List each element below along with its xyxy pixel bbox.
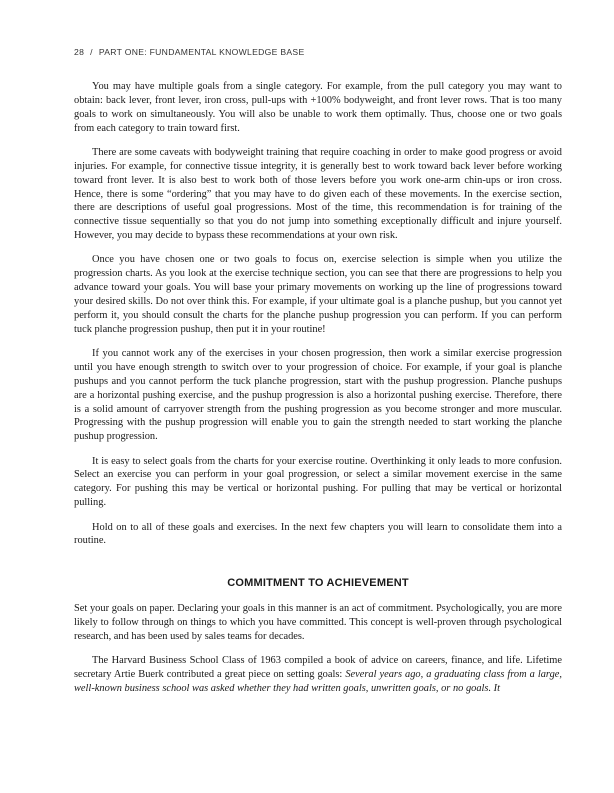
body-text (74, 80, 562, 707)
part-title: PART ONE: FUNDAMENTAL KNOWLEDGE BASE (98, 47, 305, 57)
paragraph-multiple-goals: You may have multiple goals from a single category. For example, from the pull category you may want to obtain: back lever, front lever, iron cross, pull-ups with +100% bodyweight, and front lever rows. That is too many goals to work on simultaneously. You will also be unable to work them optimally. Thus, choose one or two goals from each category to train toward first. (74, 81, 562, 134)
section-heading: COMMITMENT TO ACHIEVEMENT (227, 577, 409, 590)
paragraph-easy-selection: It is easy to select goals from the charts for your exercise routine. Overthinking it only leads to more confusion. Select an exercise you can perform in your goal progression, or select a similar movement exercise in the same category. For pushing this may be vertical or horizontal pushing. For pulling that may be vertical or horizontal pulling. (74, 455, 562, 509)
running-head-separator: / (90, 47, 93, 57)
paragraph-similar-progression: If you cannot work any of the exercises in your chosen progression, then work a similar exercise progression until you have enough strength to switch over to your progression of choice. For example, if your goal is planche pushups and you cannot perform the tuck planche progression, start with the pushup progression. Planche pushups are a horizontal pushing exercise, and the pushup progression is also a horizontal pushing exercise. Therefore, there is a solid amount of carryover strength from the pushing progression as you become stronger and more muscular. Progressing with the pushup progression will enable you to gain the strength needed to start working the planche pushup progression. (74, 348, 562, 443)
paragraph-exercise-selection: Once you have chosen one or two goals to focus on, exercise selection is simple when you utilize the progression charts. As you look at the exercise technique section, you can see that there are progressions to help you advance toward your goals. You will base your primary movements on working up the line of progressions toward your desired skills. Do not over think this. For example, if your ultimate goal is a planche pushup, but you cannot yet perform it, you should consult the charts for the planche pushup progression you can perform. If you can perform tuck planche progression pushup, then put it in your routine! (74, 254, 562, 335)
harvard-quote: Several years ago, a graduating class from a large, well-known business school was asked whether they had written goals, unwritten goals, or no goals. It (74, 669, 562, 695)
running-head (74, 47, 305, 57)
paragraph-harvard (74, 654, 562, 696)
paragraph-hold-on: Hold on to all of these goals and exercises. In the next few chapters you will learn to consolidate them into a routine. (74, 521, 562, 547)
page-number: 28 (74, 47, 85, 57)
paragraph-set-goals: Set your goals on paper. Declaring your goals in this manner is an act of commitment. Psychologically, you are more likely to follow through on things to which you have committed. This concept is well-proven through psychological research, and has been used by sales teams for decades. (74, 603, 562, 642)
harvard-text: The Harvard Business School Class of 1963 compiled a book of advice on careers, finance, and life. Lifetime secretary Artie Buerk contributed a great piece on setting goals: (74, 655, 562, 681)
paragraph-caveats: There are some caveats with bodyweight training that require coaching in order to make good progress or avoid injuries. For example, for connective tissue integrity, it is generally best to work toward back lever before working toward front lever. It is also best to work both of those levers before you work one-arm chin-ups or iron cross. Hence, there is some “ordering” that you may have to do given each of these movements. In the exercise section, there are descriptions of useful goal progressions. Most of the time, this recommendation is for training of the connective tissue sequentially so that you do not jump into something exceptionally difficult and injure yourself. However, you may decide to bypass these recommendations at your own risk. (74, 146, 562, 242)
